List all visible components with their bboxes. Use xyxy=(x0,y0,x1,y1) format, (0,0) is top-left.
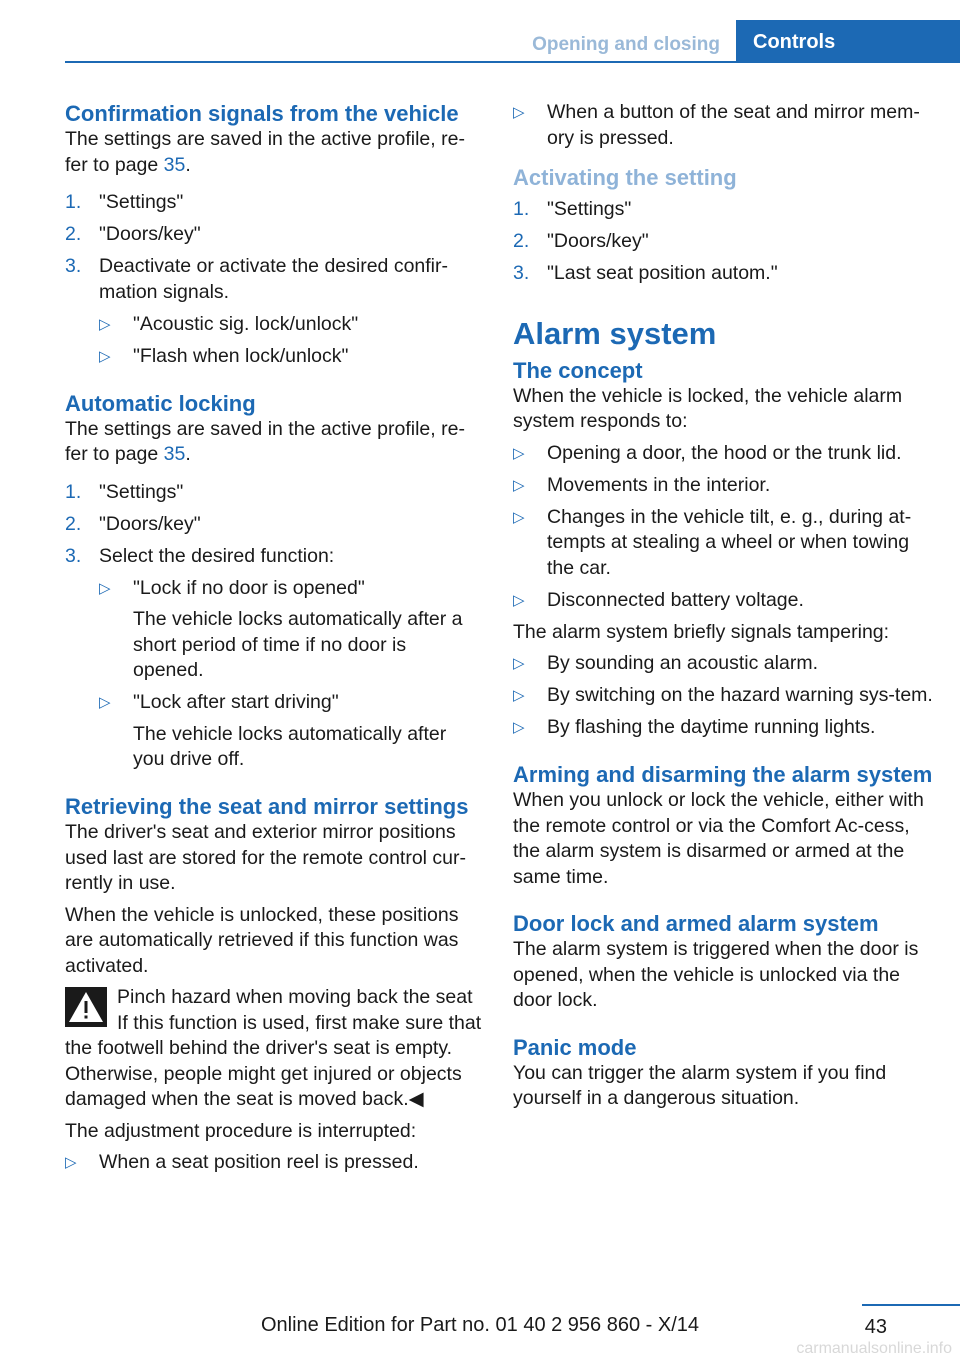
triangle-bullet-icon: ▷ xyxy=(99,694,111,711)
list-item: 1. "Settings" xyxy=(65,480,184,503)
list-item: ▷ By switching on the hazard warning sys‐tem. xyxy=(513,683,933,709)
option-description: The vehicle locks automatically after a short period of time if no door is opened. xyxy=(133,608,463,681)
warning-note xyxy=(65,985,482,1113)
page-link[interactable]: 35 xyxy=(163,153,186,176)
list-item: 2. "Doors/key" xyxy=(65,223,201,245)
list-item: ▷ When a seat position reel is pressed. xyxy=(65,1150,482,1176)
arming-text: When you unlock or lock the vehicle, either with the remote control or via the Comfort Ac‐cess, the alarm system is disarmed or armed at the same time. xyxy=(513,789,924,888)
concept-heading: The concept xyxy=(513,357,643,383)
watermark: carmanualsonline.info xyxy=(796,1340,952,1357)
retrieving-settings-heading: Retrieving the seat and mirror settings xyxy=(65,794,469,819)
panic-mode-heading: Panic mode xyxy=(513,1034,637,1060)
triangle-bullet-icon: ▷ xyxy=(513,591,525,609)
list-item: ▷ "Acoustic sig. lock/unlock" xyxy=(99,312,482,338)
activating-setting-heading: Activating the setting xyxy=(513,164,737,190)
triangle-bullet-icon: ▷ xyxy=(513,687,525,704)
triangle-bullet-icon: ▷ xyxy=(513,655,525,672)
door-lock-text: The alarm system is triggered when the door is opened, when the vehicle is unlocked via the door lock. xyxy=(513,938,919,1011)
list-item: 3. Deactivate or activate the desired confir‐mation signals. ▷ "Acoustic sig. lock/unlock" ▷ "Flash when lock/unlock" xyxy=(65,254,482,369)
activating-steps xyxy=(513,197,933,287)
confirmation-steps xyxy=(65,190,482,369)
list-item: 2. "Doors/key" xyxy=(65,512,201,535)
retrieving-paragraph-2: When the vehicle is unlocked, these positions are automatically retrieved if this function was activated. xyxy=(65,903,459,977)
confirmation-signals-heading: Confirmation signals from the vehicle xyxy=(65,101,459,126)
triangle-bullet-icon: ▷ xyxy=(99,579,111,597)
warning-body: If this function is used, first make sure that the footwell behind the driver's seat is empty. Otherwise, people might get injured or objects damaged when the seat is moved back.◀ xyxy=(65,1011,482,1110)
arming-heading: Arming and disarming the alarm system xyxy=(513,762,933,787)
list-item: 2. "Doors/key" xyxy=(513,229,649,252)
tamper-intro: The alarm system briefly signals tampering: xyxy=(513,620,890,643)
list-item: 3. Select the desired function: ▷ "Lock if no door is opened" The vehicle locks automatically after a short period of time if no door is opened. ▷ "Lock after start driving" The vehicle locks automatically after you drive off. xyxy=(65,544,482,773)
triangle-bullet-icon: ▷ xyxy=(513,104,525,121)
alarm-system-heading: Alarm system xyxy=(513,315,717,351)
door-lock-heading: Door lock and armed alarm system xyxy=(513,911,879,936)
option-description: The vehicle locks automatically after you drive off. xyxy=(133,722,447,770)
triangle-bullet-icon: ▷ xyxy=(65,1154,77,1171)
list-item: 1. "Settings" xyxy=(513,197,632,220)
list-item: ▷ "Lock after start driving" The vehicle locks automatically after you drive off. xyxy=(99,690,482,773)
concept-intro: When the vehicle is locked, the vehicle alarm system responds to: xyxy=(513,384,903,432)
page-link[interactable]: 35 xyxy=(163,443,186,465)
automatic-locking-steps xyxy=(65,480,482,773)
list-item: 3. "Last seat position autom." xyxy=(513,261,778,284)
list-item: ▷ Disconnected battery voltage. xyxy=(513,588,933,614)
left-column xyxy=(65,100,482,1182)
footer-rule xyxy=(862,1304,960,1306)
header-tab: Controls xyxy=(736,20,960,61)
triangle-bullet-icon: ▷ xyxy=(513,444,525,462)
edition-footer: Online Edition for Part no. 01 40 2 956 860 - X/14 xyxy=(260,1314,700,1336)
automatic-locking-heading: Automatic locking xyxy=(65,390,256,416)
interrupt-intro: The adjustment procedure is interrupted: xyxy=(65,1119,417,1142)
list-item: ▷ When a button of the seat and mirror mem‐ory is pressed. xyxy=(513,101,920,149)
triangle-bullet-icon: ▷ xyxy=(513,719,525,736)
confirmation-intro: The settings are saved in the active profile, re‐fer to page 35. xyxy=(65,128,465,176)
retrieving-paragraph-1: The driver's seat and exterior mirror positions used last are stored for the remote control cur‐rently in use. xyxy=(65,821,467,894)
list-item: ▷ Movements in the interior. xyxy=(513,473,933,499)
header-rule xyxy=(65,61,960,63)
list-item: ▷ By flashing the daytime running lights. xyxy=(513,715,933,741)
list-item: ▷ Changes in the vehicle tilt, e. g., during at‐tempts at stealing a wheel or when towing the car. xyxy=(513,505,912,579)
list-item: ▷ Opening a door, the hood or the trunk lid. xyxy=(513,441,933,467)
page-number: 43 xyxy=(864,1316,887,1338)
list-item: ▷ "Flash when lock/unlock" xyxy=(99,344,482,370)
panic-mode-text: You can trigger the alarm system if you find yourself in a dangerous situation. xyxy=(513,1061,887,1109)
automatic-locking-intro: The settings are saved in the active profile, re‐fer to page 35. xyxy=(65,417,465,465)
list-item: ▷ By sounding an acoustic alarm. xyxy=(513,651,933,677)
triangle-bullet-icon: ▷ xyxy=(513,476,525,494)
header-section-title: Opening and closing xyxy=(532,34,720,55)
triangle-bullet-icon: ▷ xyxy=(99,347,111,365)
list-item: 1. "Settings" xyxy=(65,191,184,213)
right-column xyxy=(513,100,933,1118)
warning-icon xyxy=(65,987,107,1027)
list-item: ▷ "Lock if no door is opened" The vehicle locks automatically after a short period of time if no door is opened. xyxy=(99,576,482,684)
triangle-bullet-icon: ▷ xyxy=(513,508,525,526)
triangle-bullet-icon: ▷ xyxy=(99,315,111,333)
warning-title: Pinch hazard when moving back the seat xyxy=(117,986,473,1008)
